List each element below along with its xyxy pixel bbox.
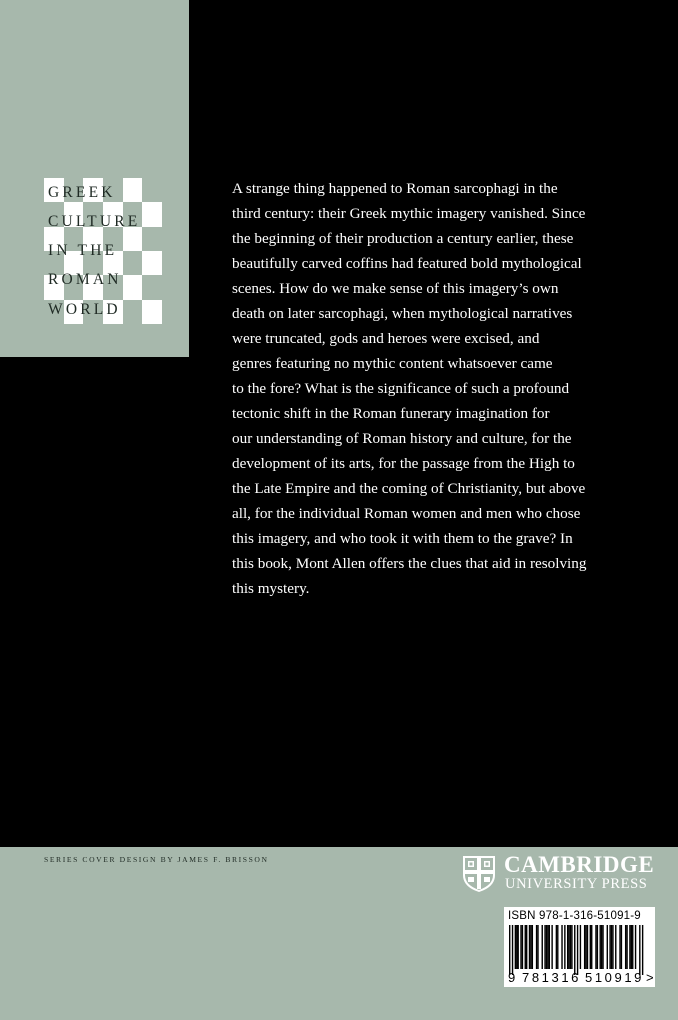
barcode-bar (509, 925, 510, 975)
barcode-bar (585, 925, 586, 969)
barcode-bar (530, 925, 531, 969)
cover-design-credit: SERIES COVER DESIGN BY JAMES F. BRISSON (44, 855, 269, 864)
blurb-line: this imagery, and who took it with them to the grave? In (232, 530, 573, 547)
cambridge-crest-icon (462, 855, 496, 893)
back-cover-blurb (232, 176, 624, 601)
barcode-bar (625, 925, 626, 969)
barcode-bar (602, 925, 603, 969)
series-title-line-3: IN THE (48, 242, 118, 260)
barcode-bar (549, 925, 550, 969)
series-title-line-1: GREEK (48, 183, 116, 201)
blurb-line: all, for the individual Roman women and men who chose (232, 505, 581, 522)
barcode-digits (505, 970, 655, 986)
barcode-bar (626, 925, 627, 969)
barcode-bar (621, 925, 622, 969)
barcode-bar (522, 925, 523, 969)
blurb-line: death on later sarcophagi, when mythological narratives (232, 305, 573, 322)
blurb-line: scenes. How do we make sense of this imagery’s own (232, 280, 559, 297)
barcode-bar (639, 925, 640, 975)
barcode-bar (570, 925, 571, 969)
barcode-bar (547, 925, 548, 969)
barcode-bar (512, 925, 513, 975)
barcode-bar (574, 925, 575, 975)
publisher-subtitle: UNIVERSITY PRESS (505, 876, 648, 892)
barcode-bar (580, 925, 581, 969)
barcode-bar (612, 925, 613, 969)
publisher-logo (462, 852, 657, 895)
series-title-line-4: ROMAN (48, 271, 122, 289)
barcode-bar (571, 925, 572, 969)
blurb-line: the beginning of their production a century earlier, these (232, 230, 574, 247)
series-title-line-2: CULTURE (48, 213, 141, 231)
barcode-bar (615, 925, 616, 969)
barcode-left-digits: 781316 (522, 970, 581, 985)
barcode-bar (584, 925, 585, 969)
barcode-bar (631, 925, 632, 969)
barcode-bar (551, 925, 552, 969)
barcode-bar (564, 925, 565, 969)
barcode-bar (587, 925, 588, 969)
barcode-bar (561, 925, 562, 969)
series-title (44, 178, 162, 324)
barcode-bar (642, 925, 643, 975)
barcode-bar (568, 925, 569, 969)
publisher-name: CAMBRIDGE (504, 852, 655, 877)
barcode-end-mark: > (646, 970, 654, 985)
blurb-line: A strange thing happened to Roman sarcophagi in the (232, 180, 558, 197)
series-title-line-5: WORLD (48, 300, 121, 318)
barcode-bar (516, 925, 517, 969)
isbn-text: ISBN 978-1-316-51091-9 (508, 910, 641, 922)
barcode-bar (529, 925, 530, 969)
barcode-bar (532, 925, 533, 969)
barcode-bar (577, 925, 578, 975)
barcode-bar (609, 925, 610, 969)
barcode-bar (597, 925, 598, 969)
blurb-line: to the fore? What is the significance of such a profound (232, 380, 570, 397)
barcode-bar (590, 925, 591, 969)
blurb-line: this mystery. (232, 580, 310, 597)
barcode-bar (520, 925, 521, 969)
blurb-line: were truncated, gods and heroes were excised, and (232, 330, 540, 347)
barcode-bar (515, 925, 516, 969)
blurb-line: tectonic shift in the Roman funerary imagination for (232, 405, 550, 422)
blurb-line: development of its arts, for the passage from the High to (232, 455, 575, 472)
barcode-bar (526, 925, 527, 969)
barcode-icon (509, 925, 649, 975)
barcode-bar (635, 925, 636, 969)
barcode-bar (595, 925, 596, 969)
blurb-line: third century: their Greek mythic imagery vanished. Since (232, 205, 586, 222)
barcode-bar (601, 925, 602, 969)
barcode-bar (542, 925, 543, 969)
blurb-line: beautifully carved coffins had featured bold mythological (232, 255, 582, 272)
blurb-line: this book, Mont Allen offers the clues that aid in resolving (232, 555, 587, 572)
barcode-bar (517, 925, 518, 969)
barcode-bar (544, 925, 545, 969)
barcode-bar (546, 925, 547, 969)
barcode-bar (600, 925, 601, 969)
blurb-line: our understanding of Roman history and culture, for the (232, 430, 572, 447)
barcode-bar (611, 925, 612, 969)
barcode-right-digits: 510919 (585, 970, 644, 985)
barcode-bar (632, 925, 633, 969)
barcode-bar (537, 925, 538, 969)
barcode-bar (536, 925, 537, 969)
barcode-bar (567, 925, 568, 969)
barcode-lead-digit: 9 (508, 970, 516, 985)
blurb-line: genres featuring no mythic content whatsoever came (232, 355, 553, 372)
barcode-bar (591, 925, 592, 969)
barcode-bar (556, 925, 557, 969)
barcode-bar (525, 925, 526, 969)
series-panel (0, 0, 189, 357)
barcode-bar (607, 925, 608, 969)
blurb-line: the Late Empire and the coming of Christianity, but above (232, 480, 586, 497)
barcode-bar (619, 925, 620, 969)
barcode-bar (557, 925, 558, 969)
barcode-bar (629, 925, 630, 969)
